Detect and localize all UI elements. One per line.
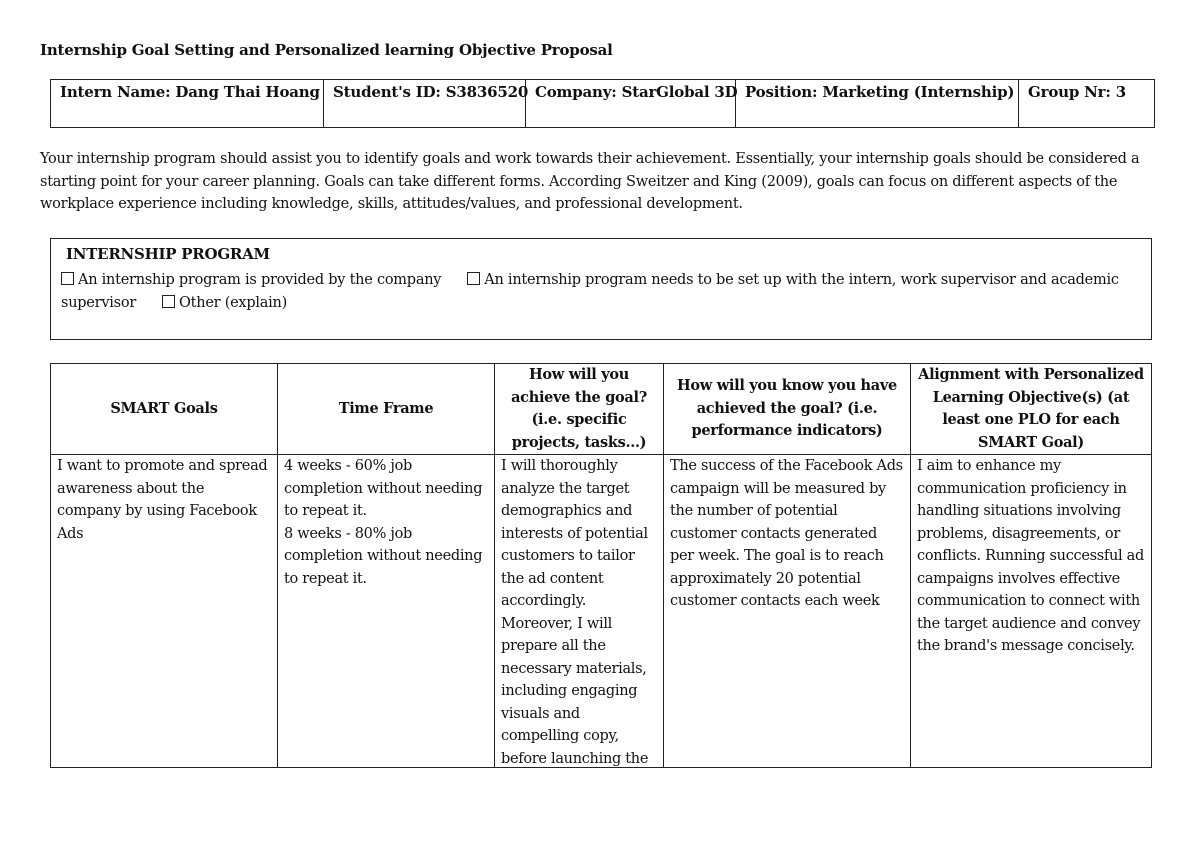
how-achieve-cell — [495, 455, 664, 768]
intern-info-table — [50, 79, 1155, 128]
option-company-program-label: An internship program is provided by the company — [78, 272, 442, 288]
student-id-cell: Student's ID: S3836520 — [324, 80, 526, 128]
checkbox-company-program[interactable] — [61, 272, 74, 285]
indicators-cell — [664, 455, 911, 768]
alignment-text: I aim to enhance my communication proficiency in handling situations involving problems, disagreements, or conflicts. Running successful ad campaigns involves effective communication to connect with the target audience and convey the brand's message concisely. — [917, 458, 1145, 654]
document-title: Internship Goal Setting and Personalized learning Objective Proposal — [40, 41, 613, 59]
intern-name-cell: Intern Name: Dang Thai Hoang — [51, 80, 324, 128]
indicators-text: The success of the Facebook Ads campaign will be measured by the number of potential customer contacts generated per week. The goal is to reach approximately 20 potential customer contacts each week — [670, 458, 903, 609]
internship-program-options — [61, 269, 1141, 314]
company-cell: Company: StarGlobal 3D — [526, 80, 736, 128]
checkbox-other[interactable] — [162, 295, 175, 308]
position-cell: Position: Marketing (Internship) — [736, 80, 1019, 128]
smart-goal-text: I want to promote and spread awareness about the company by using Facebook Ads — [57, 458, 268, 542]
time-frame-line-1: 4 weeks - 60% job completion without needing to repeat it. — [284, 458, 483, 519]
option-setup-program-label: An internship program needs to be set up with the intern, work supervisor and academic supervisor — [61, 272, 1119, 311]
option-other-label: Other (explain) — [179, 294, 288, 311]
header-alignment: Alignment with Personalized Learning Objective(s) (at least one PLO for each SMART Goal) — [911, 364, 1152, 455]
time-frame-line-2: 8 weeks - 80% job completion without needing to repeat it. — [284, 525, 483, 587]
header-time-frame: Time Frame — [278, 364, 495, 455]
intro-paragraph: Your internship program should assist you to identify goals and work towards their achievement. Essentially, your internship goals should be considered a starting point for your career planning. Goals can take different forms. According Sweitzer and King (2009), goals can focus on different aspects of the workplace experience including knowledge, skills, attitudes/values, and professional development. — [40, 151, 1140, 212]
table-row — [51, 455, 1152, 768]
header-smart-goals: SMART Goals — [51, 364, 278, 455]
how-achieve-text: I will thoroughly analyze the target demographics and interests of potential customers to tailor the ad content accordingly. Moreover, I will prepare all the necessary materials, including engaging visuals and compelling copy, before launching the — [501, 458, 649, 767]
group-cell: Group Nr: 3 — [1019, 80, 1155, 128]
alignment-cell — [911, 455, 1152, 768]
smart-goals-table — [50, 363, 1152, 768]
intern-info-row — [51, 80, 1155, 128]
smart-header-row — [51, 364, 1152, 455]
smart-goal-cell — [51, 455, 278, 768]
checkbox-setup-program[interactable] — [467, 272, 480, 285]
time-frame-cell — [278, 455, 495, 768]
internship-program-title: INTERNSHIP PROGRAM — [66, 245, 270, 263]
header-indicators: How will you know you have achieved the goal? (i.e. performance indicators) — [664, 364, 911, 455]
internship-program-box — [50, 238, 1152, 340]
header-how-achieve: How will you achieve the goal? (i.e. specific projects, tasks…) — [495, 364, 664, 455]
